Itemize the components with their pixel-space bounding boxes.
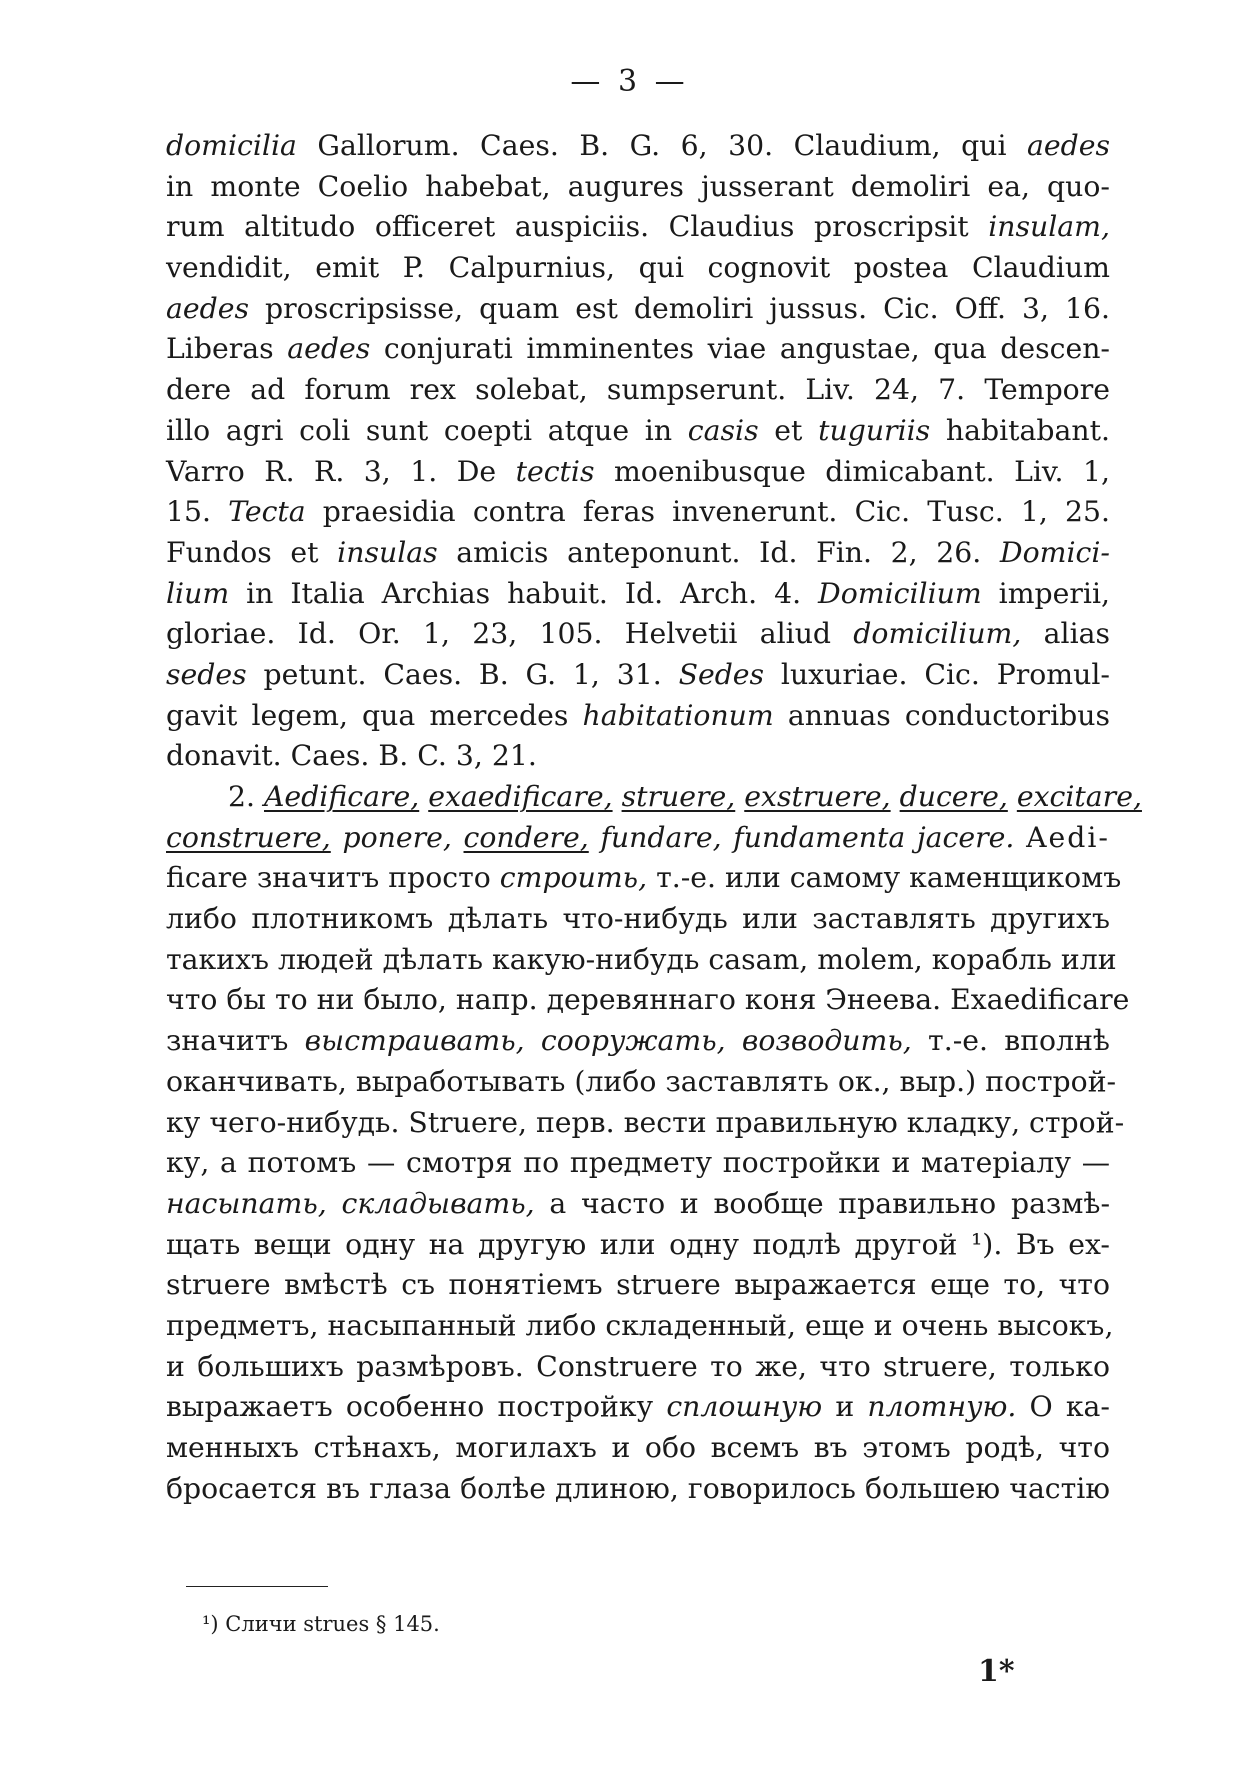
text-line: ficare значитъ просто строить, т.-е. или самому каменщикомъ: [166, 861, 1122, 895]
footnote: ¹) Сличи strues § 145.: [202, 1612, 440, 1636]
text-line: gloriae. Id. Or. 1, 23, 105. Helvetii aliud domicilium, alias: [166, 617, 1111, 651]
text-line: значитъ выстраивать, сооружать, возводить, т.-е. вполнѣ: [166, 1024, 1110, 1058]
text-line: выражаетъ особенно постройку сплошную и плотную. О ка-: [166, 1390, 1110, 1424]
text-line: ку чего-нибудь. Struere, перв. вести правильную кладку, строй-: [166, 1105, 1125, 1139]
text-line: dere ad forum rex solebat, sumpserunt. Liv. 24, 7. Tempore: [166, 373, 1110, 407]
text-line: aedes proscripsisse, quam est demoliri jussus. Cic. Off. 3, 16.: [166, 291, 1110, 325]
text-line: 2. Aedificare, exaedificare, struere, exstruere, ducere, excitare,: [228, 780, 1142, 813]
text-line: in monte Coelio habebat, augures jusserant demoliri ea, quo-: [166, 169, 1110, 203]
text-line: щать вещи одну на другую или одну подлѣ другой ¹). Въ ex-: [166, 1227, 1110, 1261]
text-line: domicilia Gallorum. Caes. B. G. 6, 30. Claudium, qui aedes: [166, 129, 1110, 162]
footnote-divider: [186, 1586, 328, 1587]
text-line: предметъ, насыпанный либо складенный, еще и очень высокъ,: [166, 1308, 1114, 1342]
text-line: construere, ponere, condere, fundare, fundamenta jacere. Aedi-: [166, 820, 1110, 854]
text-line: и большихъ размѣровъ. Construere то же, что struere, только: [166, 1349, 1110, 1383]
text-line: менныхъ стѣнахъ, могилахъ и обо всемъ въ этомъ родѣ, что: [166, 1431, 1110, 1464]
text-line: illo agri coli sunt coepti atque in casis et tuguriis habitabant.: [166, 413, 1110, 447]
text-line: sedes petunt. Caes. B. G. 1, 31. Sedes luxuriae. Cic. Promul-: [166, 657, 1110, 691]
text-line: struere вмѣстѣ съ понятіемъ struere выражается еще то, что: [166, 1268, 1110, 1302]
text-line: gavit legem, qua mercedes habitationum annuas conductoribus: [166, 698, 1110, 732]
text-line: vendidit, emit P. Calpurnius, qui cognovit postea Claudium: [166, 251, 1110, 285]
text-line: оканчивать, выработывать (либо заставлять ок., выр.) построй-: [166, 1064, 1117, 1098]
text-line: lium in Italia Archias habuit. Id. Arch. 4. Domicilium imperii,: [166, 576, 1111, 610]
text-line: donavit. Caes. B. C. 3, 21.: [166, 739, 537, 773]
page-number: — 3 —: [570, 64, 689, 99]
text-line: насыпать, складывать, а часто и вообще правильно размѣ-: [166, 1186, 1111, 1220]
text-line: бросается въ глаза болѣе длиною, говорилось большею частію: [166, 1471, 1110, 1505]
text-line: 15. Tecta praesidia contra feras invenerunt. Cic. Tusc. 1, 25.: [166, 495, 1110, 529]
text-line: rum altitudo officeret auspiciis. Claudius proscripsit insulam,: [166, 210, 1110, 244]
text-line: Fundos et insulas amicis anteponunt. Id. Fin. 2, 26. Domici-: [166, 535, 1110, 569]
text-line: либо плотникомъ дѣлать что-нибудь или заставлять другихъ: [166, 902, 1110, 936]
text-line: ку, а потомъ — смотря по предмету постройки и матеріалу —: [166, 1146, 1110, 1180]
text-line: Liberas aedes conjurati imminentes viae angustae, qua descen-: [166, 332, 1110, 366]
text-line: такихъ людей дѣлать какую-нибудь casam, molem, корабль или: [166, 942, 1117, 976]
main-text: [166, 126, 1142, 1509]
text-line: что бы то ни было, напр. деревяннаго коня Энеева. Exaedificare: [166, 983, 1130, 1017]
text-line: Varro R. R. 3, 1. De tectis moenibusque dimicabant. Liv. 1,: [166, 454, 1110, 488]
signature-mark: 1*: [978, 1654, 1015, 1689]
